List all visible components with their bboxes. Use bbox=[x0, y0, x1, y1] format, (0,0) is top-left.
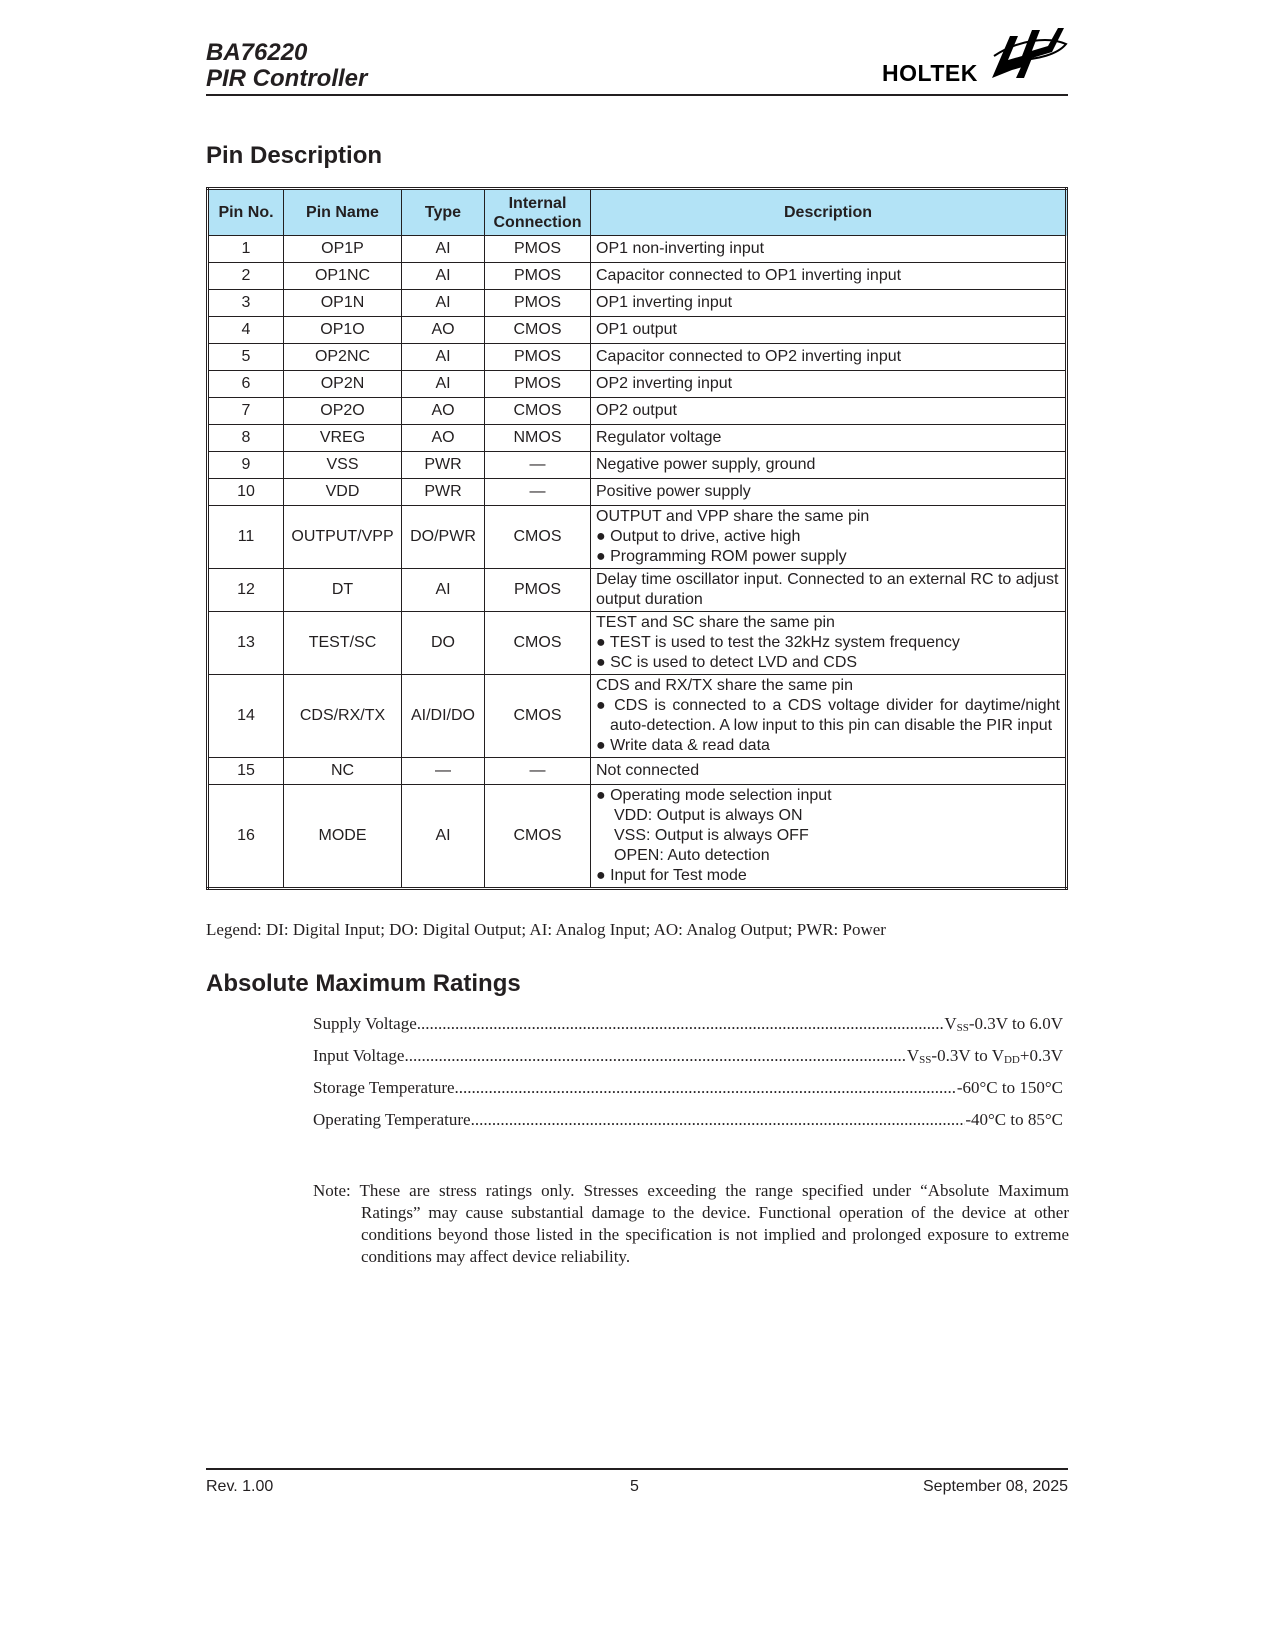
footer-date: September 08, 2025 bbox=[923, 1478, 1068, 1495]
desc-line: Capacitor connected to OP2 inverting input bbox=[596, 348, 902, 365]
pin-description bbox=[591, 344, 1067, 371]
desc-bullet: ● Write data & read data bbox=[596, 737, 770, 754]
table-row bbox=[208, 785, 1067, 889]
pin-type: PWR bbox=[402, 479, 485, 506]
desc-line: OPEN: Auto detection bbox=[614, 847, 770, 864]
table-row bbox=[208, 344, 1067, 371]
desc-line: Positive power supply bbox=[596, 483, 751, 500]
pin-description bbox=[591, 785, 1067, 889]
rating-label: Input Voltage bbox=[313, 1046, 405, 1065]
rating-row bbox=[313, 1110, 1063, 1130]
pin-description bbox=[591, 675, 1067, 758]
pin-connection: NMOS bbox=[485, 425, 591, 452]
table-row bbox=[208, 398, 1067, 425]
pin-name: OP2O bbox=[284, 398, 402, 425]
col-header: Pin Name bbox=[284, 189, 402, 236]
pin-name: NC bbox=[284, 758, 402, 785]
pin-no: 9 bbox=[208, 452, 284, 479]
pin-connection: CMOS bbox=[485, 317, 591, 344]
pin-no: 14 bbox=[208, 675, 284, 758]
pin-name: DT bbox=[284, 569, 402, 612]
pin-type: DO/PWR bbox=[402, 506, 485, 569]
pin-connection: — bbox=[485, 758, 591, 785]
pin-description bbox=[591, 569, 1067, 612]
pin-type: AI bbox=[402, 371, 485, 398]
rating-value: $V_{SS}-0.3V$ to 6.0V bbox=[944, 1014, 1063, 1034]
pin-name: OUTPUT/VPP bbox=[284, 506, 402, 569]
pin-name: OP1NC bbox=[284, 263, 402, 290]
pin-connection: PMOS bbox=[485, 290, 591, 317]
pin-name: OP1O bbox=[284, 317, 402, 344]
desc-line: Delay time oscillator input. Connected to an external RC to adjust output duration bbox=[596, 571, 1059, 608]
rating-value: -60°C to 150°C bbox=[956, 1078, 1063, 1097]
pin-description bbox=[591, 758, 1067, 785]
pin-description bbox=[591, 263, 1067, 290]
leader-dots bbox=[455, 1078, 957, 1098]
pin-name: OP2N bbox=[284, 371, 402, 398]
desc-line: OP1 non-inverting input bbox=[596, 240, 765, 257]
rating-value: -40°C to 85°C bbox=[965, 1110, 1063, 1129]
pin-no: 10 bbox=[208, 479, 284, 506]
desc-bullet: ● CDS is connected to a CDS voltage divider for daytime/night auto-detection. A low input to this pin can disable the PIR input bbox=[596, 697, 1060, 734]
desc-bullet: ● Output to drive, active high bbox=[596, 528, 801, 545]
pin-connection: PMOS bbox=[485, 236, 591, 263]
col-header: Description bbox=[591, 189, 1067, 236]
ratings-note bbox=[313, 1180, 1069, 1268]
pin-name: VSS bbox=[284, 452, 402, 479]
pin-type: DO bbox=[402, 612, 485, 675]
leader-dots bbox=[404, 1046, 906, 1066]
pin-type: AI bbox=[402, 785, 485, 889]
header-rule bbox=[206, 94, 1068, 96]
pin-type: — bbox=[402, 758, 485, 785]
holtek-logo bbox=[882, 26, 1068, 88]
pin-name: OP2NC bbox=[284, 344, 402, 371]
desc-bullet: ● Input for Test mode bbox=[596, 867, 747, 884]
pin-type: AO bbox=[402, 317, 485, 344]
pin-no: 11 bbox=[208, 506, 284, 569]
desc-line: CDS and RX/TX share the same pin bbox=[596, 677, 854, 694]
col-header: Pin No. bbox=[208, 189, 284, 236]
pin-name: OP1P bbox=[284, 236, 402, 263]
rating-value: $V_{SS}-0.3V$ to $V_{DD}+0.3V$ bbox=[906, 1046, 1063, 1066]
rating-label: Storage Temperature bbox=[313, 1078, 455, 1097]
product-name: PIR Controller bbox=[206, 65, 368, 92]
footer-revision: Rev. 1.00 bbox=[206, 1478, 274, 1495]
desc-line: OUTPUT and VPP share the same pin bbox=[596, 508, 870, 525]
pin-description bbox=[591, 425, 1067, 452]
desc-line: Regulator voltage bbox=[596, 429, 722, 446]
table-row bbox=[208, 263, 1067, 290]
desc-bullet: ● Operating mode selection input bbox=[596, 787, 832, 804]
pin-description bbox=[591, 317, 1067, 344]
pin-no: 8 bbox=[208, 425, 284, 452]
ratings-title: Absolute Maximum Ratings bbox=[206, 970, 521, 997]
desc-bullet: ● TEST is used to test the 32kHz system frequency bbox=[596, 634, 960, 651]
pin-description bbox=[591, 290, 1067, 317]
pin-connection: CMOS bbox=[485, 785, 591, 889]
pin-name: MODE bbox=[284, 785, 402, 889]
table-row bbox=[208, 290, 1067, 317]
pin-no: 5 bbox=[208, 344, 284, 371]
pin-no: 2 bbox=[208, 263, 284, 290]
table-row bbox=[208, 425, 1067, 452]
pin-name: VREG bbox=[284, 425, 402, 452]
pin-description bbox=[591, 506, 1067, 569]
note-text: Note: These are stress ratings only. Stresses exceeding the range specified under “Absolute Maximum Ratings” may cause substantial damage to the device. Functional operation of the device at other conditions beyond those listed in the specification is not implied and prolonged exposure to extreme conditions may affect device reliability. bbox=[313, 1181, 1069, 1266]
table-row bbox=[208, 612, 1067, 675]
desc-line: OP2 inverting input bbox=[596, 375, 733, 392]
footer-rule bbox=[206, 1468, 1068, 1470]
pin-description bbox=[591, 452, 1067, 479]
pin-connection: PMOS bbox=[485, 263, 591, 290]
pin-type: AI bbox=[402, 344, 485, 371]
table-row bbox=[208, 675, 1067, 758]
pin-name: CDS/RX/TX bbox=[284, 675, 402, 758]
desc-bullet: ● SC is used to detect LVD and CDS bbox=[596, 654, 858, 671]
pin-no: 1 bbox=[208, 236, 284, 263]
pin-connection: — bbox=[485, 452, 591, 479]
desc-line: OP1 output bbox=[596, 321, 677, 338]
pin-connection: CMOS bbox=[485, 612, 591, 675]
pin-type: AO bbox=[402, 425, 485, 452]
pin-connection: CMOS bbox=[485, 398, 591, 425]
table-row bbox=[208, 479, 1067, 506]
pin-connection: PMOS bbox=[485, 371, 591, 398]
desc-line: TEST and SC share the same pin bbox=[596, 614, 835, 631]
table-row bbox=[208, 236, 1067, 263]
pin-no: 7 bbox=[208, 398, 284, 425]
pin-no: 12 bbox=[208, 569, 284, 612]
desc-line: OP1 inverting input bbox=[596, 294, 733, 311]
pin-name: TEST/SC bbox=[284, 612, 402, 675]
rating-row bbox=[313, 1078, 1063, 1098]
pin-type: AI bbox=[402, 569, 485, 612]
col-header: Type bbox=[402, 189, 485, 236]
pin-no: 3 bbox=[208, 290, 284, 317]
pin-no: 16 bbox=[208, 785, 284, 889]
document-header bbox=[206, 40, 367, 92]
rating-label: Operating Temperature bbox=[313, 1110, 471, 1129]
footer-page-number: 5 bbox=[630, 1478, 639, 1495]
pin-description bbox=[591, 371, 1067, 398]
col-header: Internal Connection bbox=[485, 189, 591, 236]
part-number: BA76220 bbox=[206, 39, 308, 66]
rating-row bbox=[313, 1046, 1063, 1066]
rating-label: Supply Voltage bbox=[313, 1014, 417, 1033]
pin-type: PWR bbox=[402, 452, 485, 479]
pin-connection: PMOS bbox=[485, 344, 591, 371]
desc-line: VSS: Output is always OFF bbox=[614, 827, 809, 844]
pin-connection: CMOS bbox=[485, 675, 591, 758]
pin-type: AI/DI/DO bbox=[402, 675, 485, 758]
desc-line: Not connected bbox=[596, 762, 700, 779]
table-row bbox=[208, 506, 1067, 569]
pin-type: AI bbox=[402, 290, 485, 317]
desc-line: Capacitor connected to OP1 inverting input bbox=[596, 267, 902, 284]
pin-no: 13 bbox=[208, 612, 284, 675]
pin-name: VDD bbox=[284, 479, 402, 506]
pin-connection: PMOS bbox=[485, 569, 591, 612]
pin-description bbox=[591, 612, 1067, 675]
pin-description bbox=[591, 479, 1067, 506]
table-row bbox=[208, 371, 1067, 398]
pin-description bbox=[591, 398, 1067, 425]
desc-bullet: ● Programming ROM power supply bbox=[596, 548, 847, 565]
pin-connection: — bbox=[485, 479, 591, 506]
pin-connection: CMOS bbox=[485, 506, 591, 569]
desc-line: Negative power supply, ground bbox=[596, 456, 816, 473]
table-legend: Legend: DI: Digital Input; DO: Digital Output; AI: Analog Input; AO: Analog Output; PWR: Power bbox=[206, 920, 886, 939]
pin-no: 4 bbox=[208, 317, 284, 344]
holtek-wing-icon bbox=[988, 26, 1068, 82]
desc-line: VDD: Output is always ON bbox=[614, 807, 803, 824]
table-row bbox=[208, 758, 1067, 785]
desc-line: OP2 output bbox=[596, 402, 677, 419]
pin-type: AI bbox=[402, 236, 485, 263]
leader-dots bbox=[417, 1014, 945, 1034]
rating-row bbox=[313, 1014, 1063, 1034]
table-row bbox=[208, 569, 1067, 612]
logo-text: HOLTEK bbox=[882, 60, 978, 86]
pin-no: 6 bbox=[208, 371, 284, 398]
table-row bbox=[208, 317, 1067, 344]
pin-description bbox=[591, 236, 1067, 263]
pin-no: 15 bbox=[208, 758, 284, 785]
table-header-row bbox=[208, 189, 1067, 236]
pin-type: AI bbox=[402, 263, 485, 290]
leader-dots bbox=[471, 1110, 966, 1130]
pin-type: AO bbox=[402, 398, 485, 425]
pin-name: OP1N bbox=[284, 290, 402, 317]
pin-table bbox=[206, 187, 1068, 890]
table-row bbox=[208, 452, 1067, 479]
pin-description-title: Pin Description bbox=[206, 142, 383, 169]
